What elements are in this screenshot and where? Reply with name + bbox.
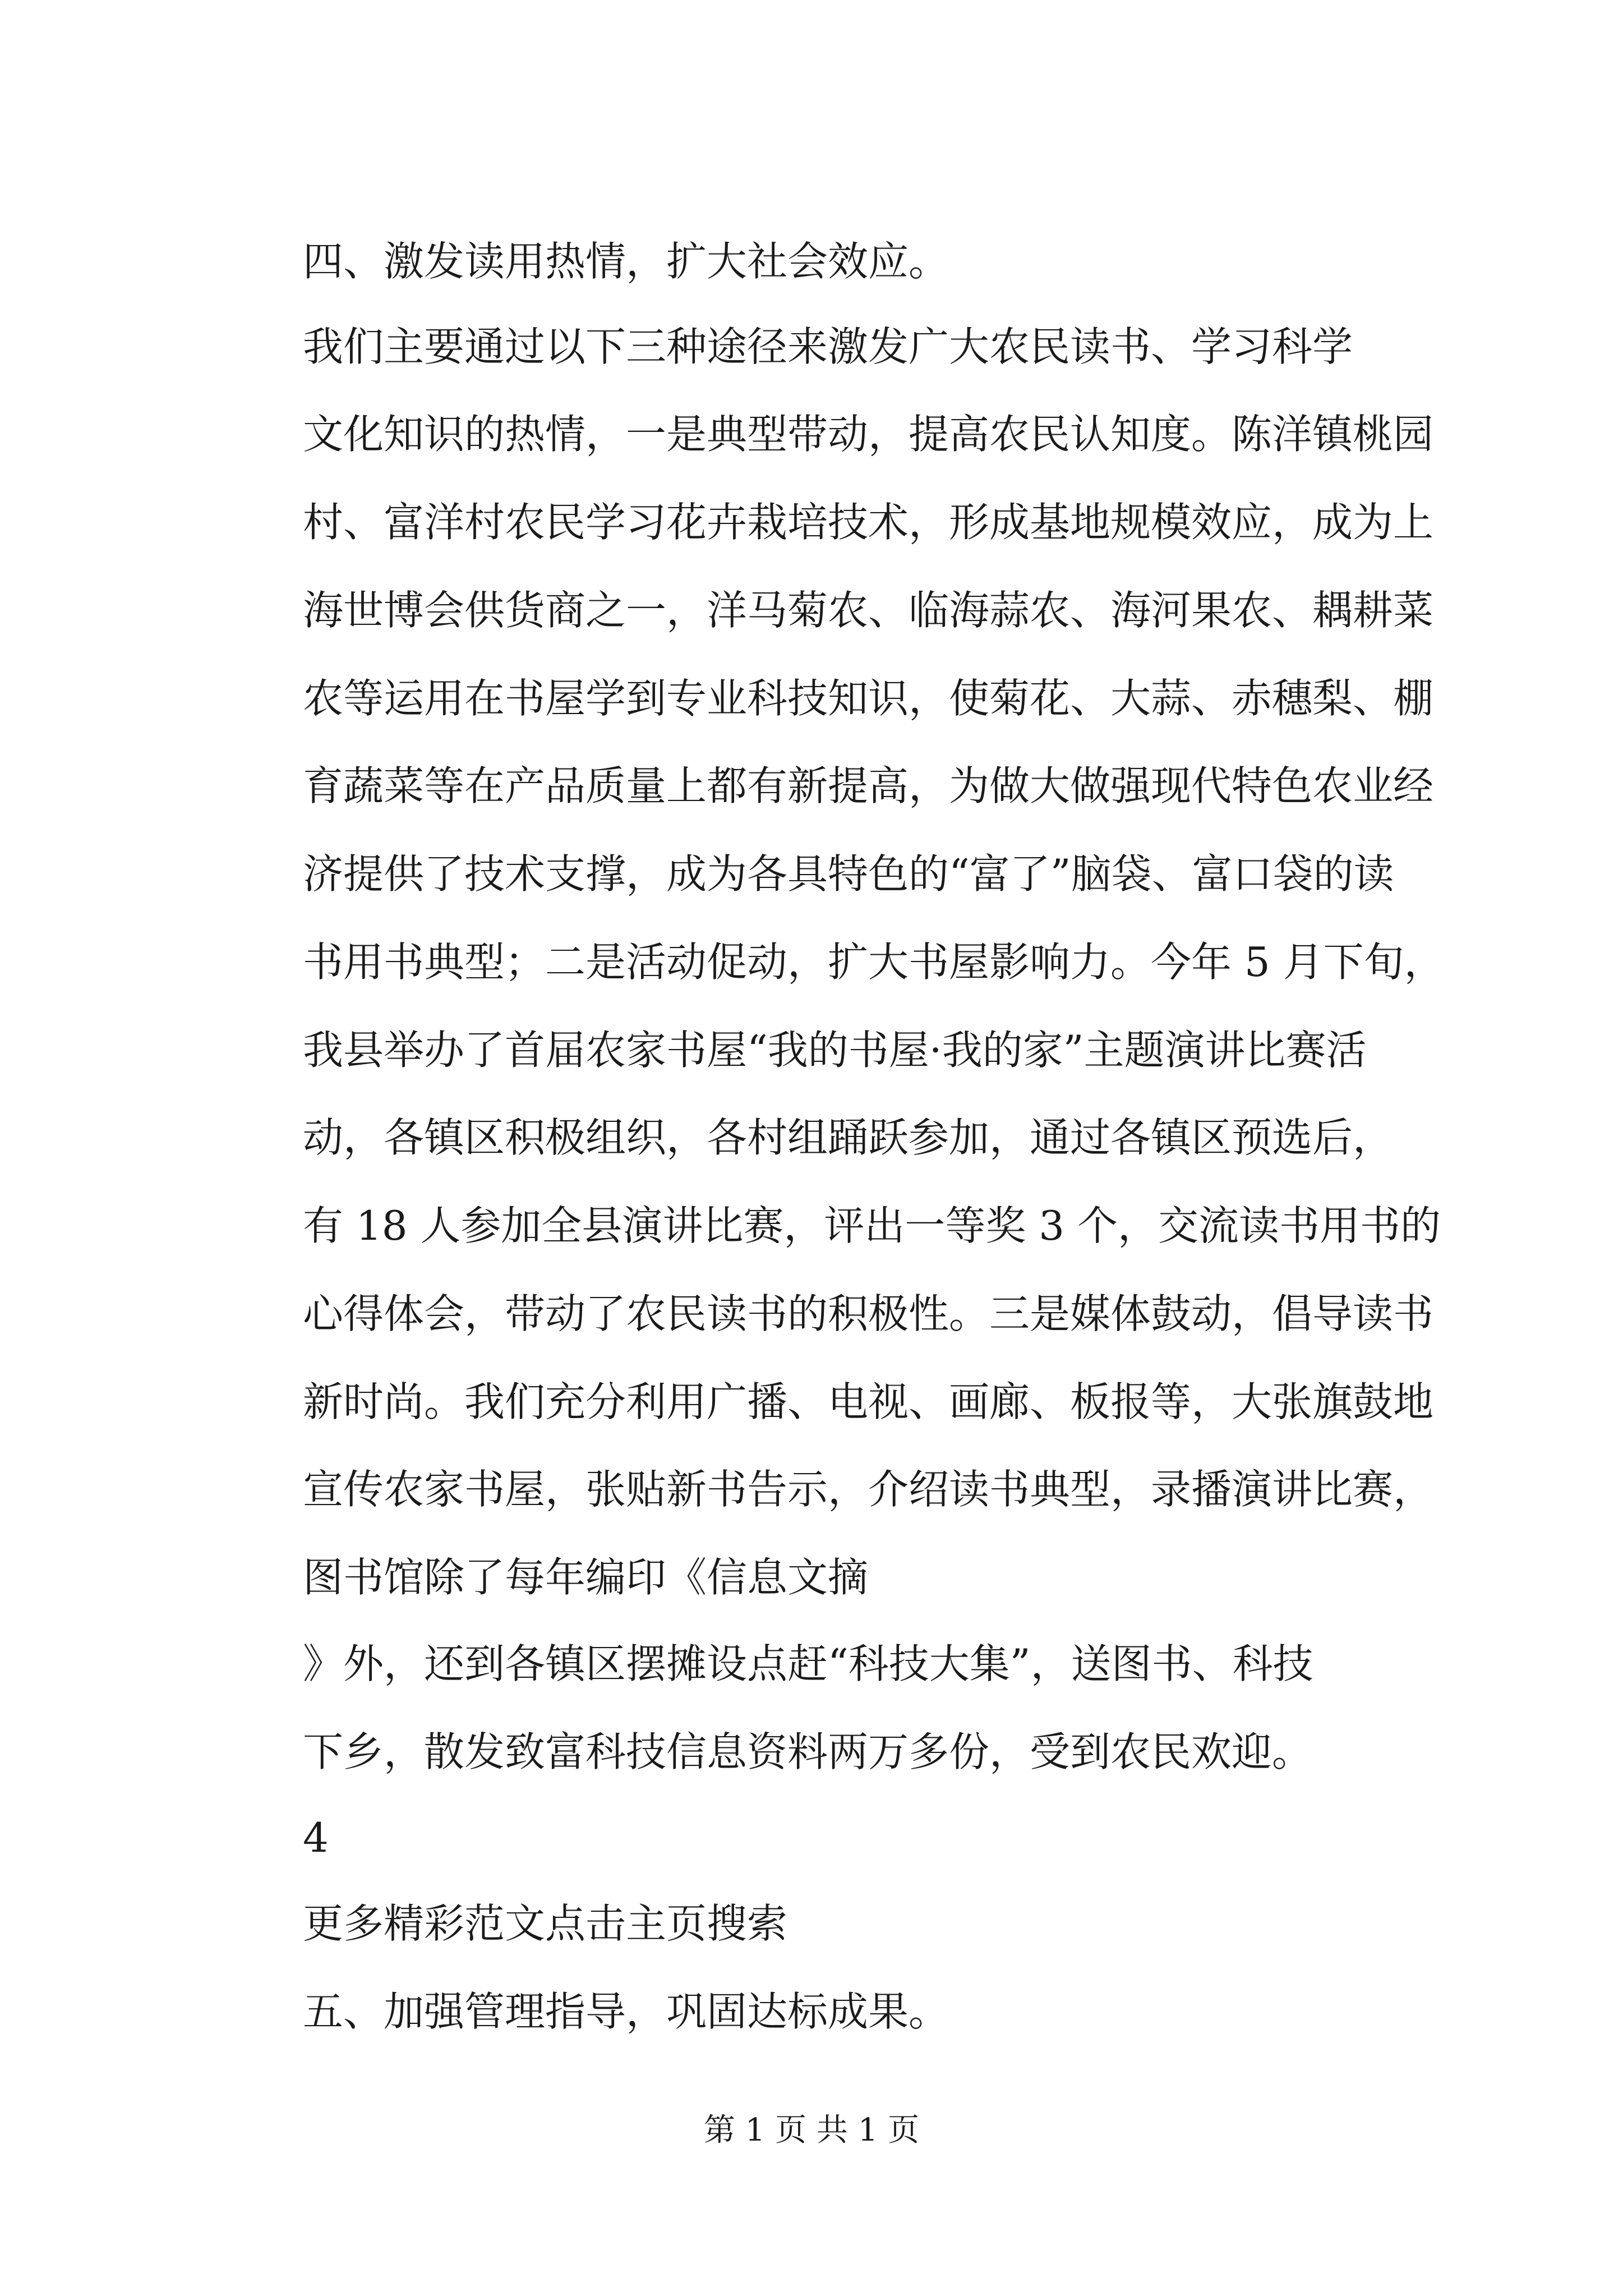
paragraph-line: 文化知识的热情，一是典型带动，提高农民认知度。陈洋镇桃园 — [303, 411, 1434, 458]
paragraph-line: 我县举办了首届农家书屋“我的书屋·我的家”主题演讲比赛活 — [303, 1027, 1367, 1074]
paragraph-line: 我们主要通过以下三种途径来激发广大农民读书、学习科学 — [303, 323, 1353, 370]
paragraph-line: 育蔬菜等在产品质量上都有新提高，为做大做强现代特色农业经 — [303, 762, 1434, 809]
paragraph-line: 动，各镇区积极组织，各村组踊跃参加，通过各镇区预选后， — [303, 1114, 1394, 1161]
section-heading-5: 五、加强管理指导，巩固达标成果。 — [303, 1988, 949, 2035]
paragraph-line: 图书馆除了每年编印《信息文摘 — [303, 1554, 869, 1601]
paragraph-line: 农等运用在书屋学到专业科技知识，使菊花、大蒜、赤穗梨、棚 — [303, 675, 1434, 722]
paragraph-line: 书用书典型；二是活动促动，扩大书屋影响力。今年 5 月下旬， — [303, 938, 1445, 986]
paragraph-line: 新时尚。我们充分利用广播、电视、画廊、板报等，大张旗鼓地 — [303, 1378, 1434, 1425]
paragraph-line: 济提供了技术支撑，成为各具特色的“富了”脑袋、富口袋的读 — [303, 850, 1394, 898]
more-articles-link[interactable]: 更多精彩范文点击主页搜索 — [303, 1900, 788, 1947]
paragraph-line: 有 18 人参加全县演讲比赛，评出一等奖 3 个，交流读书用书的 — [303, 1202, 1441, 1249]
paragraph-line: 村、富洋村农民学习花卉栽培技术，形成基地规模效应，成为上 — [303, 499, 1434, 546]
paragraph-line: 海世博会供货商之一，洋马菊农、临海蒜农、海河果农、耦耕菜 — [303, 587, 1434, 634]
paragraph-line: 下乡，散发致富科技信息资料两万多份，受到农民欢迎。 — [303, 1728, 1313, 1775]
paragraph-line: 》外，还到各镇区摆摊设点赶“科技大集”，送图书、科技 — [303, 1640, 1313, 1687]
inline-page-number: 4 — [303, 1814, 329, 1861]
paragraph-line: 心得体会，带动了农民读书的积极性。三是媒体鼓动，倡导读书 — [303, 1290, 1434, 1337]
section-heading-4: 四、激发读用热情，扩大社会效应。 — [303, 238, 949, 285]
page-footer: 第 1 页 共 1 页 — [703, 2112, 920, 2148]
paragraph-line: 宣传农家书屋，张贴新书告示，介绍读书典型，录播演讲比赛， — [303, 1466, 1434, 1513]
